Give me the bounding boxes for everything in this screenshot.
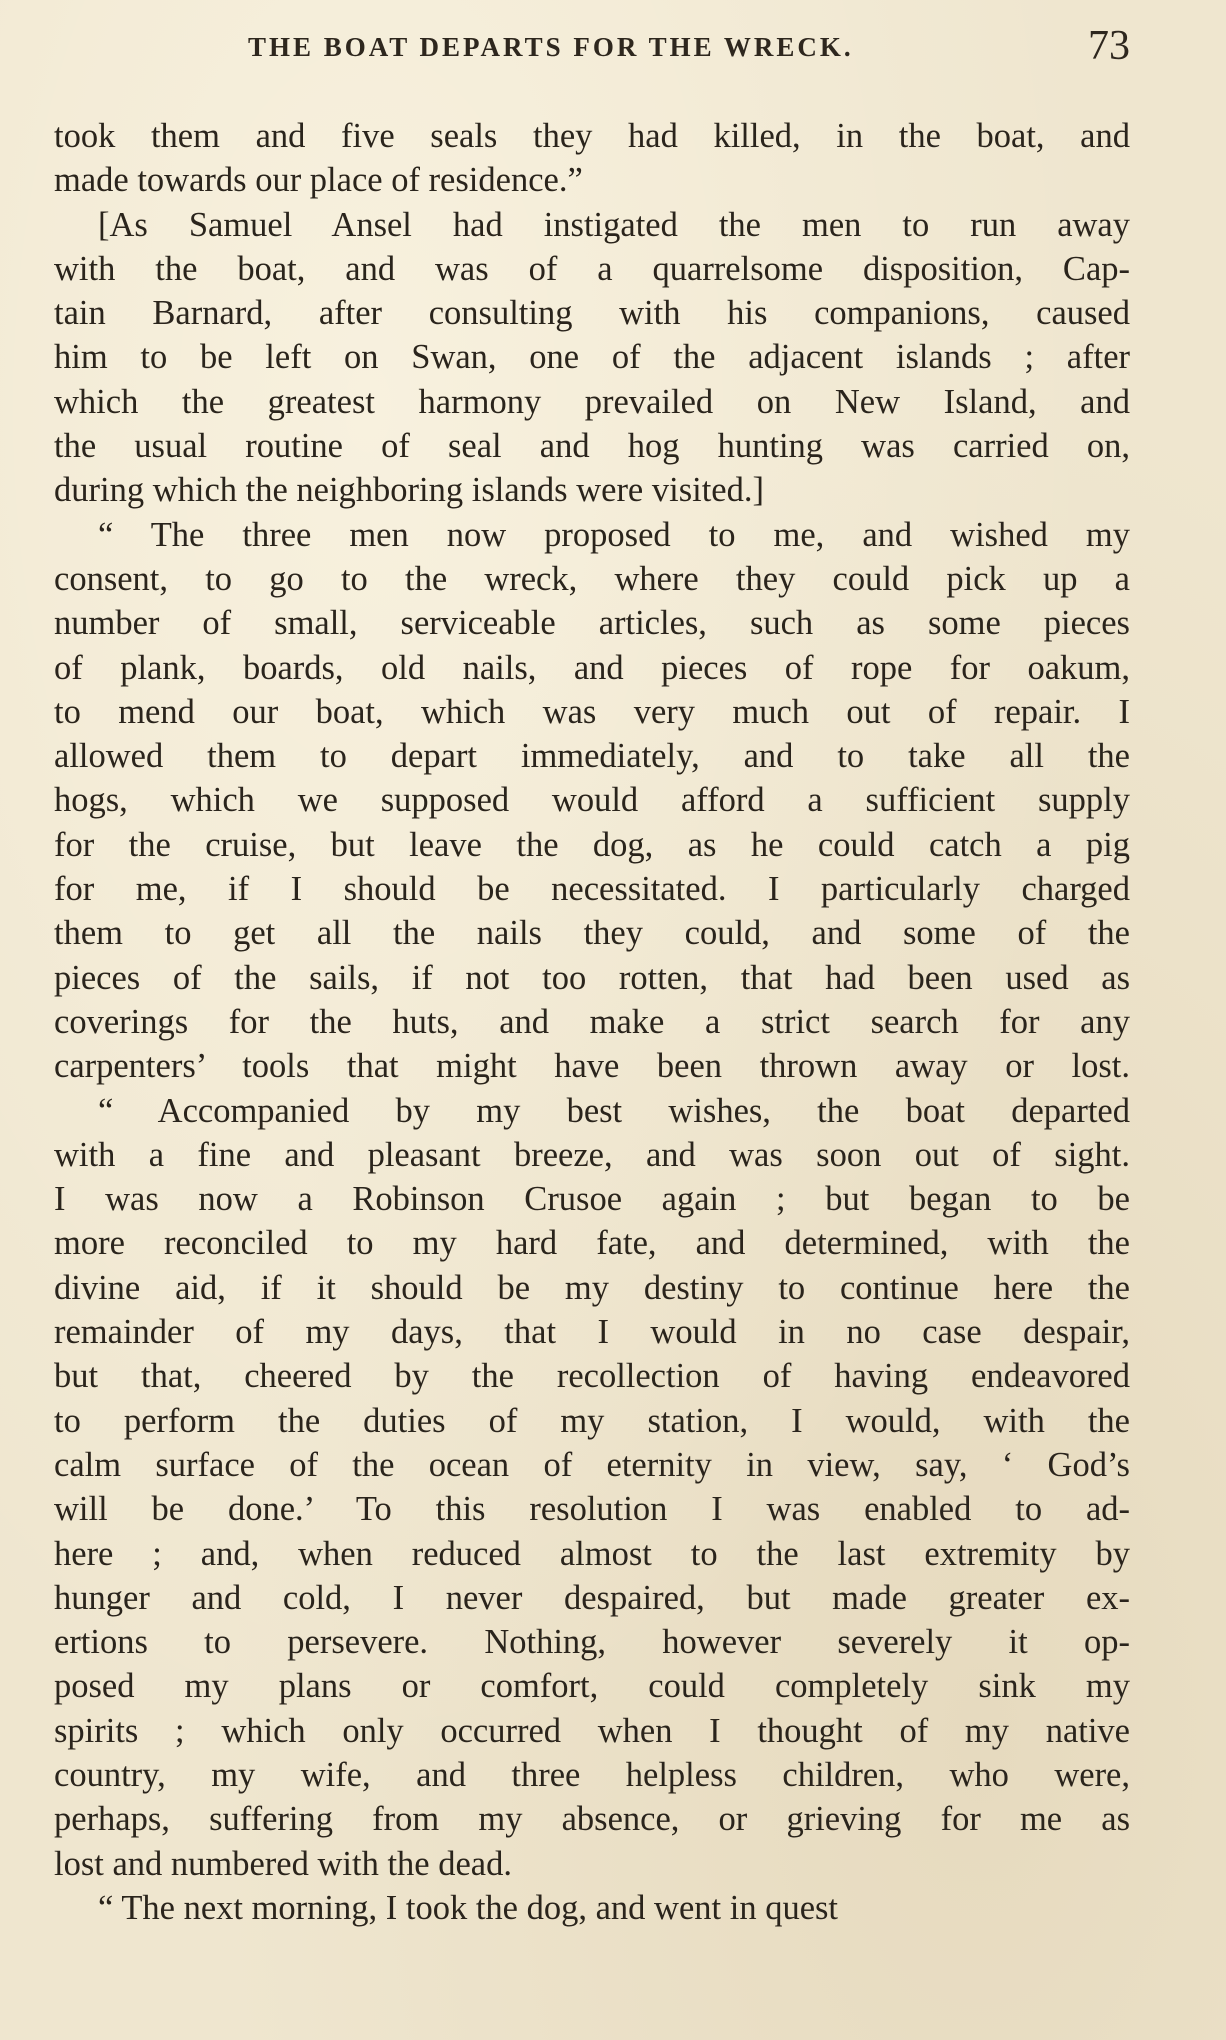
text-line: for the cruise, but leave the dog, as he could catch a pig bbox=[54, 825, 1130, 864]
text-line: I was now a Robinson Crusoe again ; but began to be bbox=[54, 1180, 1130, 1219]
text-line: remainder of my days, that I would in no case despair, bbox=[54, 1313, 1130, 1352]
text-line: tain Barnard, after consulting with his companions, caused bbox=[54, 294, 1130, 333]
text-line: which the greatest harmony prevailed on New Island, and bbox=[54, 382, 1130, 421]
text-line: but that, cheered by the recollection of having endeavored bbox=[54, 1357, 1130, 1396]
text-line: ertions to persevere. Nothing, however severely it op- bbox=[54, 1623, 1130, 1662]
text-line: more reconciled to my hard fate, and determined, with the bbox=[54, 1224, 1130, 1263]
text-line: number of small, serviceable articles, such as some pieces bbox=[54, 604, 1130, 643]
text-line: to mend our boat, which was very much out of repair. I bbox=[54, 692, 1130, 731]
text-line: here ; and, when reduced almost to the last extremity by bbox=[54, 1534, 1130, 1573]
text-line: took them and five seals they had killed, in the boat, and bbox=[54, 117, 1130, 155]
page-number: 73 bbox=[1088, 23, 1130, 69]
text-line: “ The next morning, I took the dog, and went in quest bbox=[98, 1888, 839, 1927]
text-line: spirits ; which only occurred when I thought of my native bbox=[54, 1711, 1130, 1750]
text-line: during which the neighboring islands were visited.] bbox=[54, 471, 764, 510]
text-line: allowed them to depart immediately, and to take all the bbox=[54, 737, 1130, 776]
text-line: with the boat, and was of a quarrelsome disposition, Cap- bbox=[54, 249, 1130, 288]
text-line: [As Samuel Ansel had instigated the men to run away bbox=[98, 205, 1130, 244]
text-line: carpenters’ tools that might have been thrown away or lost. bbox=[54, 1047, 1130, 1086]
text-line: for me, if I should be necessitated. I particularly charged bbox=[54, 870, 1130, 909]
text-line: “ The three men now proposed to me, and wished my bbox=[98, 515, 1130, 554]
text-line: perhaps, suffering from my absence, or grieving for me as bbox=[54, 1800, 1130, 1839]
text-line: consent, to go to the wreck, where they could pick up a bbox=[54, 559, 1130, 598]
text-line: will be done.’ To this resolution I was enabled to ad- bbox=[54, 1490, 1130, 1529]
text-line: coverings for the huts, and make a strict search for any bbox=[54, 1002, 1130, 1041]
text-line: calm surface of the ocean of eternity in view, say, ‘ God’s bbox=[54, 1445, 1130, 1484]
text-line: country, my wife, and three helpless children, who were, bbox=[54, 1755, 1130, 1794]
text-line: to perform the duties of my station, I would, with the bbox=[54, 1401, 1130, 1440]
text-line: “ Accompanied by my best wishes, the boat departed bbox=[98, 1091, 1130, 1130]
text-line: with a fine and pleasant breeze, and was soon out of sight. bbox=[54, 1135, 1130, 1174]
body-text bbox=[54, 114, 1130, 1930]
running-head bbox=[56, 22, 1130, 78]
text-line: him to be left on Swan, one of the adjacent islands ; after bbox=[54, 338, 1130, 377]
text-line: them to get all the nails they could, and some of the bbox=[54, 914, 1130, 953]
text-line: posed my plans or comfort, could completely sink my bbox=[54, 1667, 1130, 1706]
running-title: THE BOAT DEPARTS FOR THE WRECK. bbox=[248, 32, 854, 62]
text-line: made towards our place of residence.” bbox=[54, 161, 583, 200]
text-line: hogs, which we supposed would afford a sufficient supply bbox=[54, 781, 1130, 820]
text-line: the usual routine of seal and hog hunting was carried on, bbox=[54, 427, 1130, 466]
text-line: of plank, boards, old nails, and pieces of rope for oakum, bbox=[54, 648, 1130, 687]
text-line: pieces of the sails, if not too rotten, that had been used as bbox=[54, 958, 1130, 997]
text-line: hunger and cold, I never despaired, but made greater ex- bbox=[54, 1578, 1130, 1617]
text-line: lost and numbered with the dead. bbox=[54, 1844, 512, 1883]
text-line: divine aid, if it should be my destiny to continue here the bbox=[54, 1268, 1130, 1307]
